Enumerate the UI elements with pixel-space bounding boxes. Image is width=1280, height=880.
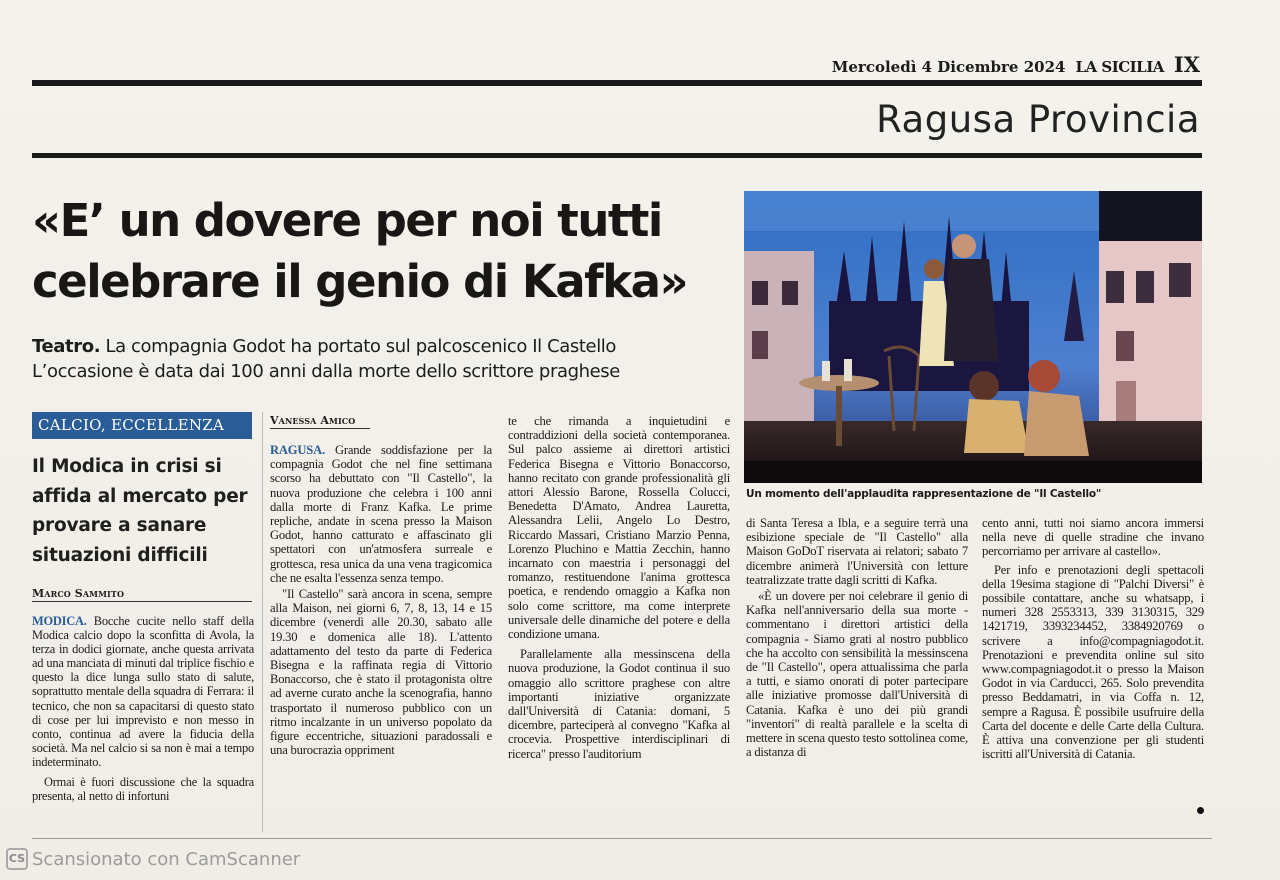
column-divider (262, 412, 263, 832)
article-paragraph-4: Parallelamente alla messinscena della nuova produzione, la Godot continua il suo omaggio allo scrittore praghese con altre importanti iniziative organizzate dall'Università di Catania: domani, 5 dicembre, parteciperà al convegno "Kafka al crocevia. Prospettive interdisciplinari di ricerca" presso l'auditorium (508, 647, 730, 761)
article-column-2 (508, 414, 730, 763)
masthead-rule (32, 80, 1202, 86)
page-number: IX (1173, 52, 1200, 77)
article-paragraph-8: Per info e prenotazioni degli spettacoli della 19esima stagione di "Palchi Diversi" è possibile contattare, anche su whatsapp, i numeri 328 2553313, 339 3130315, 329 1421719, 3393234452, 3384920769 o scrivere a info@compagniagodot.it. Prenotazioni e prevendita online sul sito www.compagniagodot.it o presso la Maison Godot in via Carducci, 265. Solo prevendita presso Beddamatri, in via Coffa n. 12, sempre a Ragusa. È possibile usufruire della Carta del docente e delle Carte della Cultura. È attiva una convenzione per gli studenti iscritti all'Università di Catania. (982, 562, 1204, 762)
sidebar-kicker: CALCIO, ECCELLENZA (32, 412, 252, 439)
headline-line-2: celebrare il genio di Kafka» (32, 255, 688, 308)
camscanner-logo-icon: CS (6, 848, 28, 870)
subhead-line-1: La compagnia Godot ha portato sul palcoscenico Il Castello (105, 336, 617, 357)
footer-rule (32, 838, 1212, 839)
sidebar-title: Il Modica in crisi si affida al mercato per provare a sanare situazioni difficili (32, 456, 248, 566)
article-paragraph-5: di Santa Teresa a Ibla, e a seguire terrà una esibizione speciale de "Il Castello" alla Maison GoDoT riservata ai relatori; sabato 7 dicembre animerà l'Università con letture teatralizzate tratte dagli scritti di Kafka. (746, 516, 968, 587)
article-paragraph-2: "Il Castello" sarà ancora in scena, sempre alla Maison, nei giorni 6, 7, 8, 13, 14 e 15 dicembre (venerdì alle 20.30, sabato alle 19.30 e domenica alle 18). L'attento adattamento del testo da parte di Federica Bisegna e la raffinata regia di Vittorio Bonaccorso, che è stato il protagonista oltre ad averne curato anche la scenografia, hanno trasportato il numeroso pubblico con un ritmo incalzante in un universo popolato da figure eccentriche, situazioni paradossali e una burocrazia oppriment (270, 587, 492, 758)
stage-photo-image (744, 191, 1202, 483)
sidebar-byline: Marco Sammito (32, 587, 125, 600)
article-dateline: RAGUSA. (270, 443, 325, 457)
article-column-1 (270, 443, 492, 759)
subheadline (32, 334, 742, 384)
article-byline: Vanessa Amico (270, 414, 356, 427)
article-paragraph-3: te che rimanda a inquietudini e contraddizioni della società contemporanea. Sul palco assieme ai direttori artistici Federica Bisegna e Vittorio Bonaccorso, hanno recitato con grande professionalità gli attori Alessio Barone, Rossella Colucci, Benedetta D'Amato, Andrea Lauretta, Alessandra Lelii, Angelo Lo Destro, Riccardo Massari, Cristiano Marzio Penna, Lorenzo Pluchino e Mattia Zecchin, hanno incarnato con maestria i personaggi del romanzo, restituendone l'anima grottesca poetica, e rendendo omaggio a Kafka non solo come scrittore, ma come interprete universale delle dinamiche del potere e della condizione umana. (508, 414, 730, 642)
article-paragraph-7: cento anni, tutti noi siamo ancora immersi nella neve di quelle stradine che invano percorriamo per arrivare al castello». (982, 516, 1204, 559)
section-rule (32, 153, 1202, 158)
masthead (36, 52, 1200, 82)
camscanner-watermark (6, 848, 300, 870)
subhead-line-2: L’occasione è data dai 100 anni dalla morte dello scrittore praghese (32, 361, 620, 382)
photo-caption: Un momento dell'applaudita rappresentazione de "Il Castello" (746, 488, 1102, 500)
sidebar-paragraph-2: Ormai è fuori discussione che la squadra presenta, al netto di infortuni (32, 775, 254, 804)
article-byline-rule (270, 428, 370, 429)
issue-date: Mercoledì 4 Dicembre 2024 (831, 58, 1066, 76)
headline (32, 190, 742, 312)
article-paragraph-1: Grande soddisfazione per la compagnia Godot che nel fine settimana scorso ha debuttato con "Il Castello", la nuova produzione che celebra i 100 anni dalla morte di Franz Kafka. Le prime repliche, andate in scena presso la Maison Godot, hanno catturato e affascinato gli spettatori con un'atmosfera surreale e grottesca, resa unica da una vena tragicomica che ne esalta l'essenza senza tempo. (270, 443, 492, 585)
stage-photo (744, 191, 1202, 483)
section-title: Ragusa Provincia (876, 98, 1200, 141)
article-end-mark (1197, 807, 1204, 814)
subhead-lead: Teatro. (32, 336, 101, 357)
headline-line-1: «E’ un dovere per noi tutti (32, 194, 662, 247)
newspaper-name: LA SICILIA (1075, 58, 1164, 76)
article-paragraph-6: «È un dovere per noi celebrare il genio di Kafka nell'anniversario della sua morte - commentano i direttori artistici della compagnia - Siamo grati al nostro pubblico che ha accolto con sensibilità la messinscena de "Il Castello", opera attualissima che parla a tutti, e siamo onorati di poter partecipare alle iniziative promosse dall'Università di Catania. Kafka è uno dei più grandi "inventori" di realtà parallele e la scelta di mettere in scena questo testo sottolinea come, a distanza di (746, 589, 968, 760)
sidebar-paragraph-1: Bocche cucite nello staff della Modica calcio dopo la sconfitta di Avola, la terza in dodici giornate, anche questa arrivata ad una manciata di minuti dal triplice fischio e questo la dice lunga sullo stato di salute, soprattutto mentale della squadra di Ferrara: il tecnico, che non sa capacitarsi di questo stato di cose per lui imprevisto e non messo in conto, continua ad avere la fiducia della società. Ma nel calcio si sa non è mai a tempo indeterminato. (32, 614, 254, 769)
camscanner-label: Scansionato con CamScanner (32, 848, 301, 870)
sidebar-body (32, 614, 254, 805)
article-column-3 (746, 516, 968, 761)
sidebar-byline-rule (32, 601, 252, 602)
article-column-4 (982, 516, 1204, 763)
sidebar-dateline: MODICA. (32, 614, 87, 628)
